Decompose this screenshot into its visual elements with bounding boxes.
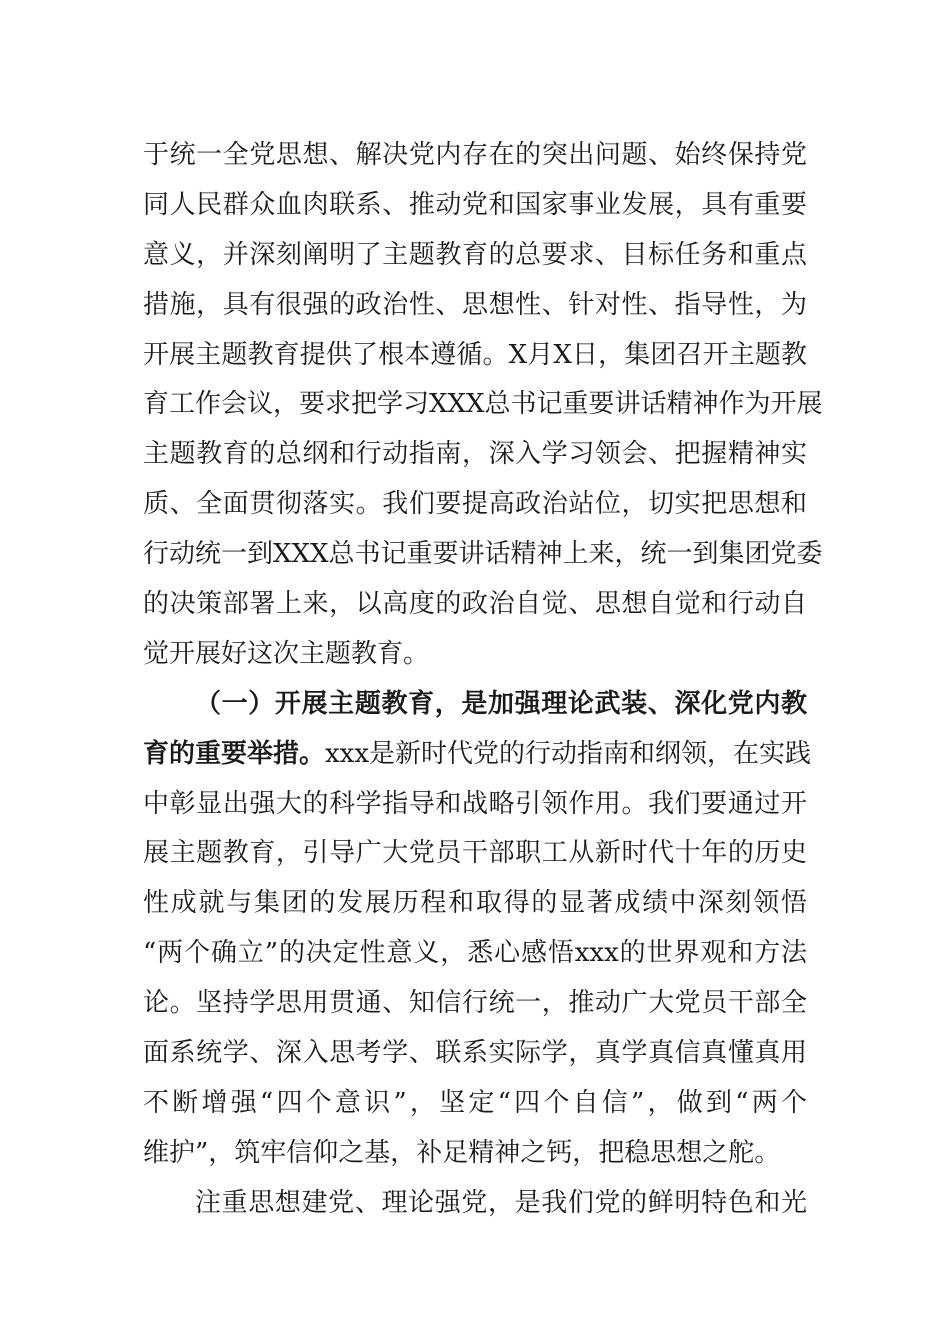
paragraph-line: 主题教育的总纲和行动指南，深入学习领会、把握精神实	[143, 439, 807, 470]
section-body-start: xxx是新时代党的行动指南和纲领，在实践	[325, 738, 812, 769]
section-heading-continuation	[143, 730, 812, 780]
paragraph-line: 同人民群众血肉联系、推动党和国家事业发展，具有重要	[143, 189, 807, 220]
paragraph-line: “两个确立”的决定性意义，悉心感悟xxx的世界观和方法	[143, 938, 807, 969]
paragraph-line: 意义，并深刻阐明了主题教育的总要求、目标任务和重点	[143, 239, 807, 270]
paragraph-line: 面系统学、深入思考学、联系实际学，真学真信真懂真用	[143, 1038, 807, 1069]
paragraph-line: 质、全面贯彻落实。我们要提高政治站位，切实把思想和	[143, 489, 807, 520]
paragraph-line: 觉开展好这次主题教育。	[143, 638, 430, 669]
paragraph-line: 育工作会议，要求把学习XXX总书记重要讲话精神作为开展	[143, 389, 823, 420]
paragraph-line: 的决策部署上来，以高度的政治自觉、思想自觉和行动自	[143, 589, 807, 620]
paragraph-line: 开展主题教育提供了根本遵循。X月X日，集团召开主题教	[143, 339, 807, 370]
paragraph-line: 中彰显出强大的科学指导和战略引领作用。我们要通过开	[143, 788, 807, 819]
document-body	[143, 131, 823, 1229]
section-heading-tail: 育的重要举措。	[143, 738, 326, 769]
paragraph-line: 性成就与集团的发展历程和取得的显著成绩中深刻领悟	[143, 888, 807, 919]
paragraph-line: 注重思想建党、理论强党，是我们党的鲜明特色和光	[195, 1187, 807, 1218]
paragraph-line: 论。坚持学思用贯通、知信行统一，推动广大党员干部全	[143, 988, 807, 1019]
paragraph-line: 展主题教育，引导广大党员干部职工从新时代十年的历史	[143, 838, 807, 869]
section-heading: （一）开展主题教育，是加强理论武装、深化党内教	[195, 688, 807, 719]
paragraph-line: 行动统一到XXX总书记重要讲话精神上来，统一到集团党委	[143, 539, 823, 570]
paragraph-line: 于统一全党思想、解决党内存在的突出问题、始终保持党	[143, 140, 807, 170]
paragraph-line: 维护”，筑牢信仰之基，补足精神之钙，把稳思想之舵。	[143, 1137, 781, 1168]
paragraph-line: 不断增强“四个意识”，坚定“四个自信”，做到“两个	[143, 1087, 807, 1118]
paragraph-line: 措施，具有很强的政治性、思想性、针对性、指导性，为	[143, 289, 807, 320]
